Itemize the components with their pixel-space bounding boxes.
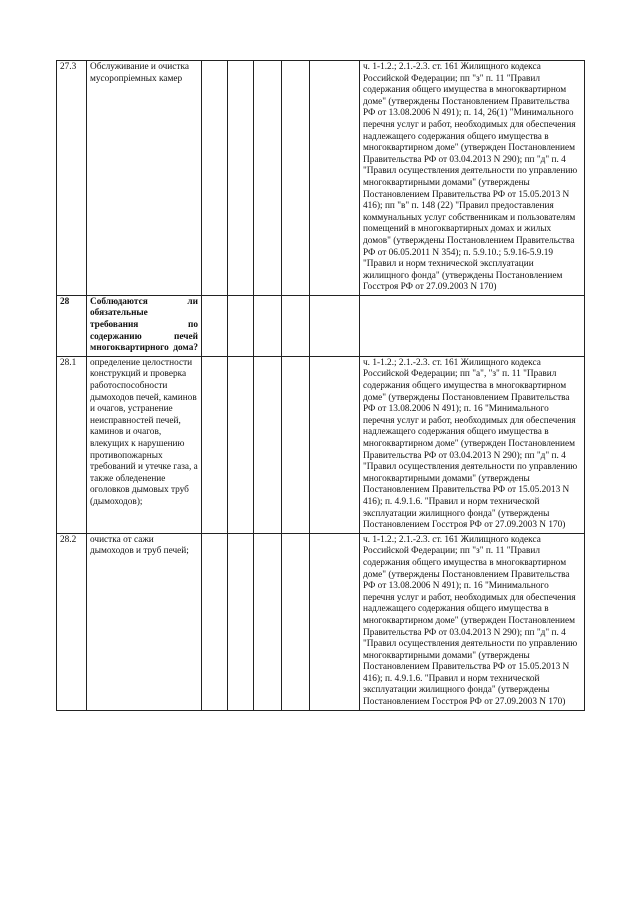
answer-no-cell — [228, 61, 254, 296]
table-row — [57, 356, 585, 533]
item-number: 28.1 — [57, 356, 87, 533]
item-number: 27.3 — [57, 61, 87, 296]
checklist-table — [56, 60, 585, 711]
answer-no-cell — [228, 295, 254, 356]
legal-basis-text: ч. 1-1.2.; 2.1.-2.3. ст. 161 Жилищного кодекса Российской Федерации; пп "а", "з" п. 11 "Правил содержания общего имущества в многоквартирном доме" (утверждены Постановлением Правительства РФ от 13.08.2006 N 491); п. 16 "Минимального перечня услуг и работ, необходимых для обеспечения надлежащего содержания общего имущества в многоквартирном доме" (утвержден Постановлением Правительства РФ от 03.04.2013 N 290); пп "д" п. 4 "Правил осуществления деятельности по управлению многоквартирными домами" (утверждены Постановлением Правительства РФ от 15.05.2013 N 416); п. 4.9.1.6. "Правил и норм технической эксплуатации жилищного фонда" (утверждены Постановлением Госстроя РФ от 27.09.2003 N 170) — [360, 356, 585, 533]
answer-not-reviewed-cell — [282, 533, 310, 710]
item-number: 28 — [57, 295, 87, 356]
item-number: 28.2 — [57, 533, 87, 710]
answer-yes-cell — [202, 295, 228, 356]
requirement-text: Обслуживание и очистка мусоропріемных камер — [87, 61, 202, 296]
answer-not-applicable-cell — [254, 61, 282, 296]
note-cell — [310, 295, 360, 356]
answer-not-reviewed-cell — [282, 61, 310, 296]
answer-not-applicable-cell — [254, 533, 282, 710]
legal-basis-text — [360, 295, 585, 356]
legal-basis-text: ч. 1-1.2.; 2.1.-2.3. ст. 161 Жилищного кодекса Российской Федерации; пп "з" п. 11 "Правил содержания общего имущества в многоквартирном доме" (утверждены Постановлением Правительства РФ от 13.08.2006 N 491); п. 14, 26(1) "Минимального перечня услуг и работ, необходимых для обеспечения надлежащего содержания общего имущества в многоквартирном доме" (утвержден Постановлением Правительства РФ от 03.04.2013 N 290); пп "д" п. 4 "Правил осуществления деятельности по управлению многоквартирными домами" (утверждены Постановлением Правительства РФ от 15.05.2013 N 416); пп "в" п. 148 (22) "Правил предоставления коммунальных услуг собственникам и пользователям помещений в многоквартирных домах и жилых домов" (утверждены Постановлением Правительства РФ от 06.05.2011 N 354); п. 5.9.10.; 5.9.16-5.9.19 "Правил и норм технической эксплуатации жилищного фонда" (утверждены Постановлением Госстроя РФ от 27.09.2003 N 170) — [360, 61, 585, 296]
answer-yes-cell — [202, 61, 228, 296]
legal-basis-text: ч. 1-1.2.; 2.1.-2.3. ст. 161 Жилищного кодекса Российской Федерации; пп "з" п. 11 "Правил содержания общего имущества в многоквартирном доме" (утверждены Постановлением Правительства РФ от 13.08.2006 N 491); п. 16 "Минимального перечня услуг и работ, необходимых для обеспечения надлежащего содержания общего имущества в многоквартирном доме" (утвержден Постановлением Правительства РФ от 03.04.2013 N 290); пп "д" п. 4 "Правил осуществления деятельности по управлению многоквартирными домами" (утверждены Постановлением Правительства РФ от 15.05.2013 N 416); п. 4.9.1.6. "Правил и норм технической эксплуатации жилищного фонда" (утверждены Постановлением Госстроя РФ от 27.09.2003 N 170) — [360, 533, 585, 710]
answer-not-applicable-cell — [254, 295, 282, 356]
note-cell — [310, 61, 360, 296]
answer-not-applicable-cell — [254, 356, 282, 533]
answer-not-reviewed-cell — [282, 356, 310, 533]
section-question-text: Соблюдаются ли обязательные требования по содержанию печей многоквартирного дома? — [87, 295, 202, 356]
table-row — [57, 295, 585, 356]
note-cell — [310, 533, 360, 710]
requirement-text: определение целостности конструкций и проверка работоспособности дымоходов печей, каминов и очагов, устранение неисправностей печей, каминов и очагов, влекущих к нарушению противопожарных требований и утечке газа, а также обледенение оголовков дымовых труб (дымоходов); — [87, 356, 202, 533]
table-row — [57, 533, 585, 710]
answer-yes-cell — [202, 356, 228, 533]
answer-yes-cell — [202, 533, 228, 710]
answer-no-cell — [228, 356, 254, 533]
note-cell — [310, 356, 360, 533]
table-row — [57, 61, 585, 296]
answer-no-cell — [228, 533, 254, 710]
requirement-text: очистка от сажи дымоходов и труб печей; — [87, 533, 202, 710]
answer-not-reviewed-cell — [282, 295, 310, 356]
